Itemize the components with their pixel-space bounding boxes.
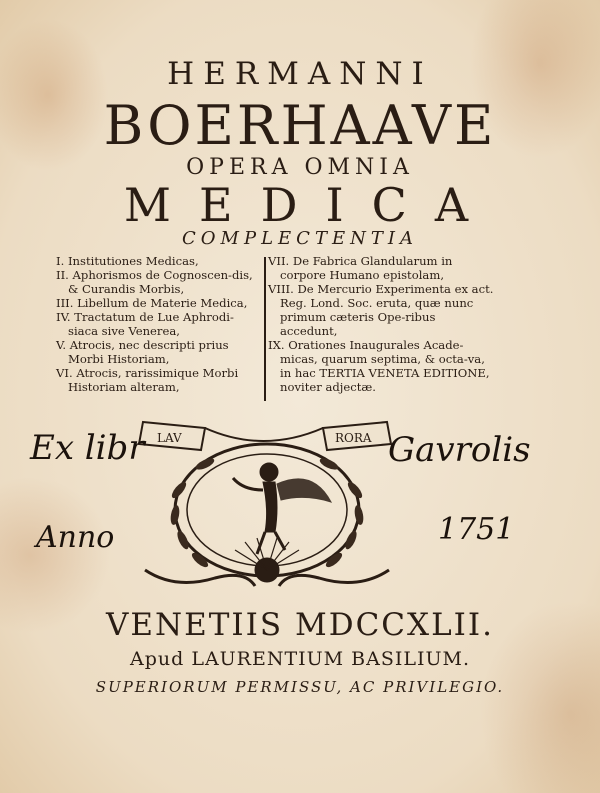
handwritten-year: 1751 (438, 512, 515, 547)
contents-entry: II. Aphorismos de Cognoscen-dis, & Curandis Morbis, (56, 268, 253, 296)
title-medica: MEDICA (123, 178, 497, 232)
title-complectentia: COMPLECTENTIA (182, 228, 418, 249)
imprint-privilege: SUPERIORUM PERMISSU, AC PRIVILEGIO. (95, 678, 505, 696)
printer-device-vignette (135, 420, 410, 598)
author-last-name: BOERHAAVE (103, 94, 497, 157)
contents-entry: IV. Tractatum de Lue Aphrodi-siaca sive Venerea, (56, 310, 234, 338)
banner-text-right: RORA (335, 431, 372, 445)
contents-entry: VII. De Fabrica Glandularum in corpore Humano epistolam, (268, 254, 453, 282)
contents-entry: V. Atrocis, nec descripti prius Morbi Historiam, (56, 338, 229, 366)
contents-entry: IX. Orationes Inaugurales Acade-micas, quarum septima, & octa-va, in hac TERTIA VENETA EDITIONE, noviter adjectæ. (268, 338, 490, 394)
column-divider-rule (264, 257, 266, 401)
contents-list (56, 254, 494, 404)
imprint-city-date: VENETIIS MDCCXLII. (105, 607, 495, 643)
contents-left-column (56, 254, 261, 394)
handwritten-ex-libris: Ex libr (30, 428, 145, 468)
contents-entry: I. Institutiones Medicas, (56, 254, 199, 268)
winged-figure-icon (233, 463, 331, 554)
title-opera-omnia: OPERA OMNIA (186, 155, 414, 180)
contents-entry: VI. Atrocis, rarissimique Morbi Historiam alteram, (56, 366, 239, 394)
imprint-printer: Apud LAURENTIUM BASILIUM. (130, 648, 470, 670)
contents-entry: VIII. De Mercurio Experimenta ex act. Reg. Lond. Soc. eruta, quæ nunc primum cæteris Ope-ribus accedunt, (268, 282, 494, 338)
contents-entry: III. Libellum de Materie Medica, (56, 296, 248, 310)
contents-right-column (268, 254, 496, 394)
banner-text-left: LAV (157, 431, 182, 445)
handwritten-owner-name: Gavrolis (388, 430, 531, 470)
author-first-name: HERMANNI (167, 56, 433, 92)
handwritten-anno: Anno (36, 520, 115, 555)
